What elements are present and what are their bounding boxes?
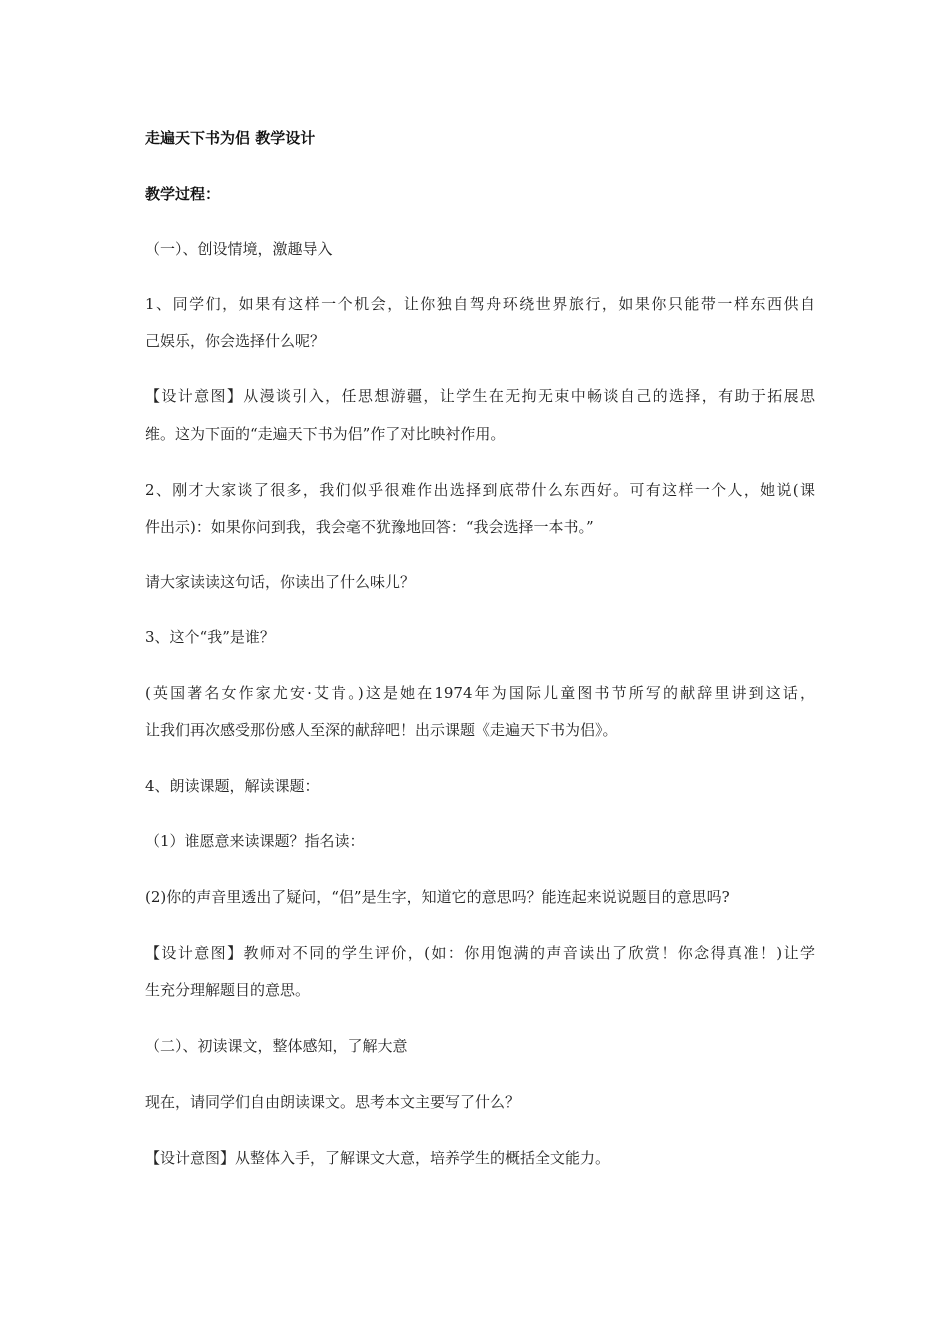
design-intent1-line1: 【设计意图】从漫谈引入，任思想游疆，让学生在无拘无束中畅谈自己的选择，有助于拓展思 [145,387,815,405]
section2-heading: （二）、初读课文，整体感知，了解大意 [145,1037,408,1055]
design-intent2-line1: 【设计意图】教师对不同的学生评价，(如：你用饱满的声音读出了欣赏！你念得真准！)让学 [145,944,815,962]
item4-text: 4、朗读课题，解读课题： [145,777,320,795]
item1-text-line1: 1、同学们，如果有这样一个机会，让你独自驾舟环绕世界旅行，如果你只能带一样东西供自 [145,295,815,313]
item3-text: 3、这个“我”是谁？ [145,628,275,646]
design-intent1-line2: 维。这为下面的“走遍天下书为侣”作了对比映衬作用。 [145,425,506,443]
design-intent2-line2: 生充分理解题目的意思。 [145,981,311,999]
item2-text-line2: 件出示)：如果你问到我，我会毫不犹豫地回答：“我会选择一本书。” [145,518,594,536]
document-title: 走遍天下书为侣 教学设计 [145,129,316,147]
item1-text-line2: 己娱乐，你会选择什么呢？ [145,332,326,350]
section1-heading: （一）、创设情境，激趣导入 [145,240,333,258]
item3-answer-line1: (英国著名女作家尤安·艾肯。)这是她在1974年为国际儿童图书节所写的献辞里讲到这话， [145,684,815,702]
process-heading: 教学过程： [145,185,221,203]
item4-sub1: （1）谁愿意来读课题？指名读： [145,832,365,850]
item2-question: 请大家读读这句话，你读出了什么味儿？ [145,573,416,591]
item2-text-line1: 2、刚才大家谈了很多，我们似乎很难作出选择到底带什么东西好。可有这样一个人，她说(课 [145,481,815,499]
item3-answer-line2: 让我们再次感受那份感人至深的献辞吧！出示课题《走遍天下书为侣》。 [145,721,618,739]
design-intent3: 【设计意图】从整体入手，了解课文大意，培养学生的概括全文能力。 [145,1149,611,1167]
section2-text: 现在，请同学们自由朗读课文。思考本文主要写了什么？ [145,1093,521,1111]
item4-sub2: (2)你的声音里透出了疑问，“侣”是生字，知道它的意思吗？能连起来说说题目的意思吗? [145,888,730,906]
